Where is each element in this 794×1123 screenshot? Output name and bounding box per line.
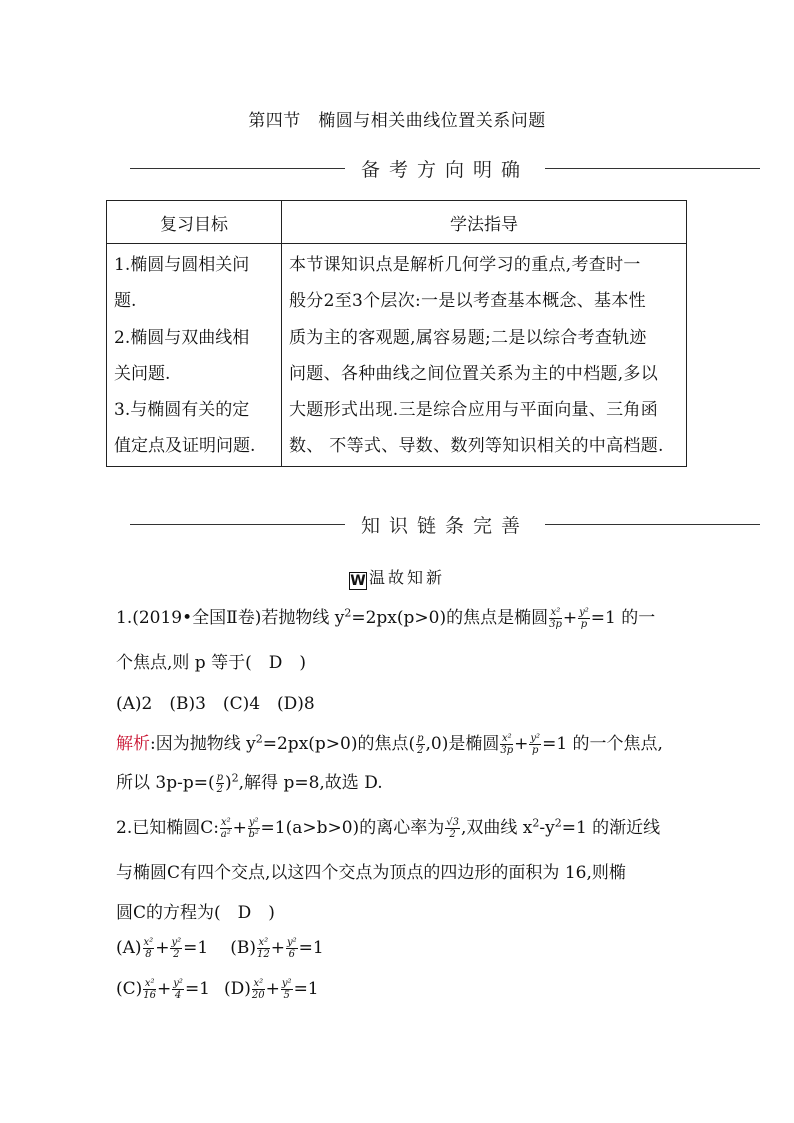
fraction [172, 978, 184, 1001]
plus: + [514, 734, 529, 754]
guidance-line: 问题、各种曲线之间位置关系为主的中档题,多以 [289, 363, 659, 384]
denominator: 8 [145, 949, 152, 960]
option-label: (C) [116, 979, 143, 999]
plus: + [265, 979, 280, 999]
text: =1 [183, 938, 209, 958]
section-header-knowledge-chain [130, 510, 760, 538]
text: ,双曲线 x [460, 818, 533, 838]
exponent: 2 [532, 816, 540, 830]
denominator: 5 [283, 990, 290, 1001]
fraction [257, 937, 270, 960]
fraction [252, 978, 265, 1001]
numerator: x² [144, 978, 155, 989]
q1-line1 [116, 603, 655, 630]
numerator: y² [530, 733, 541, 744]
plus: + [270, 938, 285, 958]
fraction [220, 817, 232, 840]
denominator: 3p [500, 745, 514, 756]
denominator: 2 [173, 949, 180, 960]
fraction [500, 733, 513, 756]
q1-line2: 个焦点,则 p 等于( D ) [116, 653, 306, 673]
text: =1 的渐近线 [561, 818, 661, 838]
text: =1 [293, 979, 319, 999]
section-header-exam-direction [130, 154, 760, 182]
fraction [549, 607, 562, 630]
goal-line: 2.椭圆与双曲线相 [114, 327, 250, 348]
table-header-goals: 复习目标 [107, 201, 282, 244]
denominator: 2 [417, 745, 424, 756]
goal-line: 值定点及证明问题. [114, 436, 256, 457]
page-title: 第四节 椭圆与相关曲线位置关系问题 [248, 111, 546, 131]
q1-analysis-line1 [116, 729, 663, 756]
table-cell-guidance [282, 244, 687, 467]
numerator: p [216, 772, 224, 783]
fraction [170, 937, 182, 960]
text: =1 [184, 979, 210, 999]
divider [545, 524, 760, 525]
text: =2px(p>0)的焦点是椭圆 [351, 608, 549, 628]
numerator: y² [248, 817, 259, 828]
text: =1 [298, 938, 324, 958]
q2-line3: 圆C的方程为( D ) [116, 903, 275, 923]
divider [130, 168, 345, 169]
text: =1 的一 [590, 608, 656, 628]
q2-line1 [116, 813, 660, 840]
denominator: 12 [256, 949, 270, 960]
text: ,0)是椭圆 [425, 734, 500, 754]
numerator: p [417, 733, 424, 744]
option-label: (A) [116, 938, 142, 958]
review-table [106, 200, 687, 467]
numerator: y² [171, 937, 182, 948]
q2-options-row1 [116, 937, 324, 960]
fraction [248, 817, 260, 840]
fraction [578, 607, 590, 630]
plus: + [562, 608, 578, 628]
plus: + [155, 938, 170, 958]
text: 所以 3p-p=( [116, 773, 215, 793]
analysis-label: 解析 [116, 734, 150, 754]
subheading-text: 温故知新 [368, 568, 445, 587]
denominator: 2 [449, 829, 456, 840]
guidance-line: 质为主的客观题,属容易题;二是以综合考查轨迹 [289, 327, 647, 348]
numerator: y² [281, 978, 292, 989]
table-header-guidance: 学法指导 [282, 201, 687, 244]
fraction [216, 772, 224, 795]
guidance-line: 般分2至3个层次:一是以考查基本概念、基本性 [289, 291, 646, 312]
numerator: x² [253, 978, 264, 989]
fraction [143, 978, 156, 1001]
option-label: (D) [224, 979, 251, 999]
q2-options-row2 [116, 978, 319, 1001]
numerator: y² [579, 607, 589, 618]
exponent: 2 [554, 816, 562, 830]
text: =1 的一个焦点, [542, 734, 663, 754]
section-title: 备考方向明确 [361, 158, 530, 181]
numerator: x² [220, 817, 231, 828]
denominator: 6 [288, 949, 295, 960]
fraction [529, 733, 541, 756]
guidance-line: 本节课知识点是解析几何学习的重点,考查时一 [289, 255, 641, 275]
q1-choices: (A)2 (B)3 (C)4 (D)8 [116, 694, 315, 714]
fraction [281, 978, 293, 1001]
fraction [416, 733, 424, 756]
text: =2px(p>0)的焦点( [262, 734, 416, 754]
text: 1.(2019•全国Ⅱ卷)若抛物线 y [116, 608, 345, 628]
divider [130, 524, 345, 525]
option-label: (B) [230, 938, 256, 958]
w-badge-icon: W [350, 573, 366, 589]
table-cell-goals [107, 244, 282, 467]
guidance-line: 数、 不等式、导数、数列等知识相关的中高档题. [289, 436, 664, 457]
goal-line: 1.椭圆与圆相关问 [114, 255, 250, 275]
fraction [445, 817, 460, 840]
q2-line2: 与椭圆C有四个交点,以这四个交点为顶点的四边形的面积为 16,则椭 [116, 863, 626, 883]
goal-line: 题. [114, 291, 137, 312]
exponent: 2 [255, 732, 263, 746]
numerator: x² [501, 733, 512, 744]
denominator: 2 [216, 784, 223, 795]
denominator: a² [220, 829, 231, 840]
numerator: x² [143, 937, 154, 948]
goal-line: 关问题. [114, 363, 171, 384]
section-title: 知识链条完善 [361, 514, 530, 537]
plus: + [157, 979, 172, 999]
fraction [286, 937, 298, 960]
divider [545, 168, 760, 169]
numerator: y² [286, 937, 297, 948]
fraction [143, 937, 155, 960]
text: =1(a>b>0)的离心率为 [260, 818, 445, 838]
text: 2.已知椭圆C: [116, 818, 219, 838]
exponent: 2 [344, 606, 352, 620]
denominator: p [532, 745, 539, 756]
plus: + [232, 818, 247, 838]
goal-line: 3.与椭圆有关的定 [114, 400, 250, 421]
numerator: y² [173, 978, 183, 989]
guidance-line: 大题形式出现.三是综合应用与平面向量、三角函 [289, 400, 659, 421]
subheading [0, 565, 794, 590]
denominator: b² [248, 829, 259, 840]
text: ,解得 p=8,故选 D. [238, 773, 383, 793]
exponent: 2 [231, 771, 239, 785]
q1-analysis-line2 [116, 768, 383, 795]
denominator: p [580, 619, 588, 630]
denominator: 16 [143, 990, 157, 1001]
denominator: 20 [251, 990, 265, 1001]
text: :因为抛物线 y [150, 734, 256, 754]
denominator: 4 [174, 990, 182, 1001]
numerator: √3 [446, 817, 459, 828]
numerator: x² [550, 607, 561, 618]
denominator: 3p [549, 619, 562, 630]
text: ) [225, 773, 232, 793]
text: -y [539, 818, 555, 838]
numerator: x² [258, 937, 269, 948]
